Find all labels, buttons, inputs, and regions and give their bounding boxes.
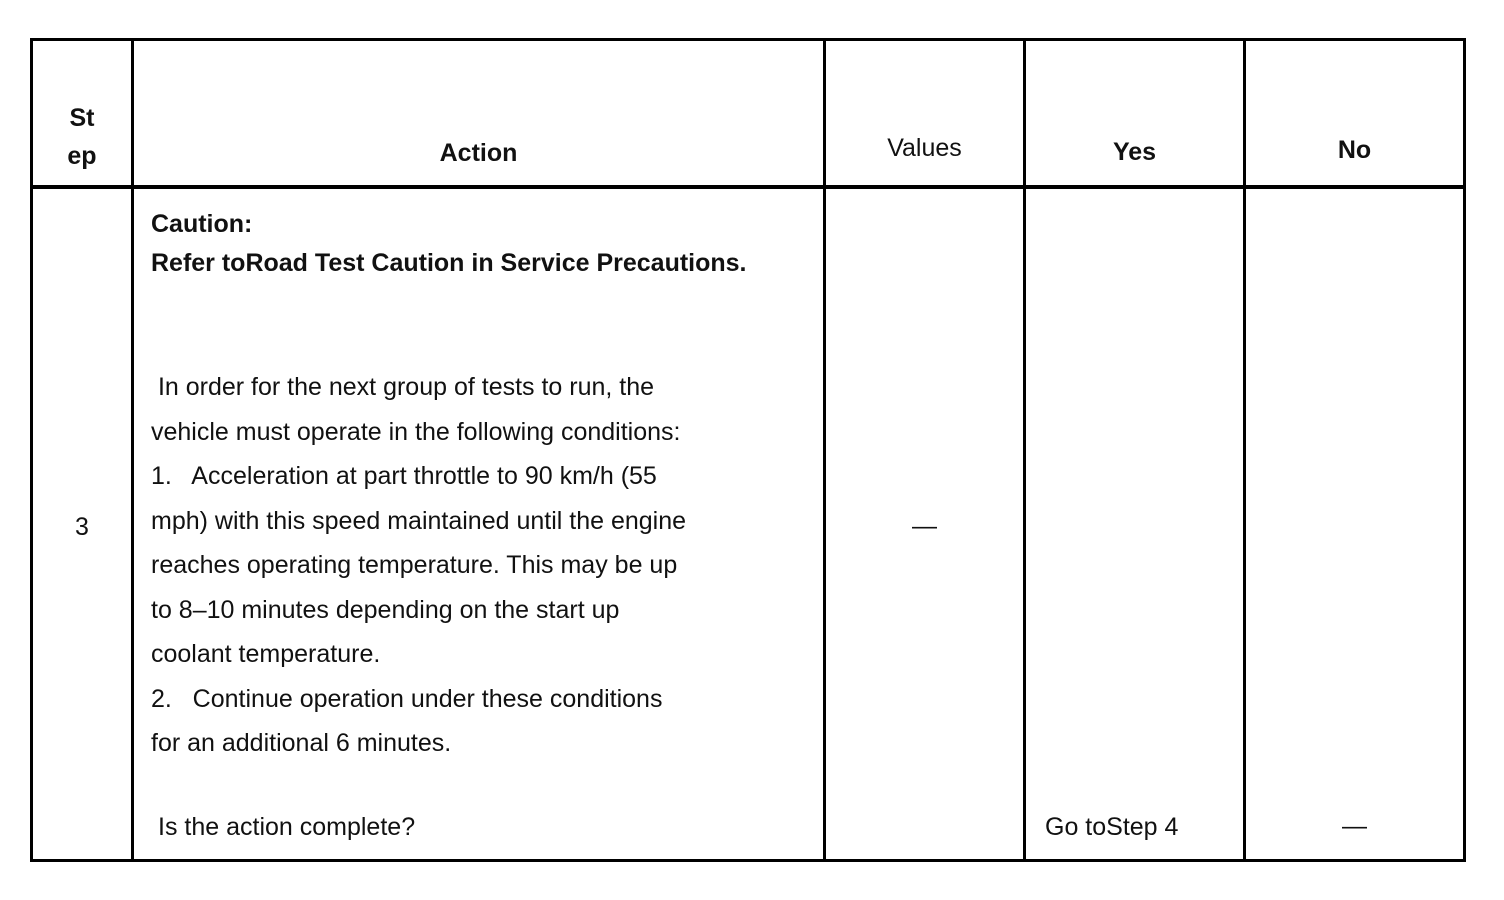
header-step-line2: ep	[67, 142, 97, 170]
action-instructions	[151, 365, 791, 766]
instruction-line: vehicle must operate in the following conditions:	[151, 417, 681, 446]
instruction-line: coolant temperature.	[151, 640, 381, 668]
header-action: Action	[439, 139, 518, 167]
no-cell: —	[1342, 812, 1367, 840]
header-no: No	[1337, 136, 1372, 164]
instruction-line: 2. Continue operation under these conditions	[151, 684, 663, 713]
diagnostic-table	[30, 38, 1466, 862]
step-number: 3	[75, 513, 89, 541]
header-yes: Yes	[1112, 138, 1157, 166]
instruction-line: 1. Acceleration at part throttle to 90 km/h (55	[151, 462, 657, 490]
header-step	[33, 99, 131, 175]
yes-cell: Go toStep 4	[1045, 813, 1179, 841]
instruction-line: mph) with this speed maintained until the engine	[151, 506, 687, 535]
instruction-line: In order for the next group of tests to run, the	[151, 373, 655, 401]
header-values: Values	[887, 134, 962, 162]
instruction-line: for an additional 6 minutes.	[151, 729, 452, 757]
caution-text: Refer toRoad Test Caution in Service Precautions.	[151, 249, 747, 277]
caution-label: Caution:	[151, 210, 253, 238]
instruction-line: reaches operating temperature. This may be up	[151, 551, 678, 579]
header-step-line1: St	[69, 104, 95, 132]
values-cell: —	[912, 512, 937, 540]
header-divider	[33, 185, 1463, 189]
column-divider	[823, 41, 826, 859]
completion-question: Is the action complete?	[158, 813, 416, 841]
instruction-line: to 8–10 minutes depending on the start up	[151, 595, 620, 624]
